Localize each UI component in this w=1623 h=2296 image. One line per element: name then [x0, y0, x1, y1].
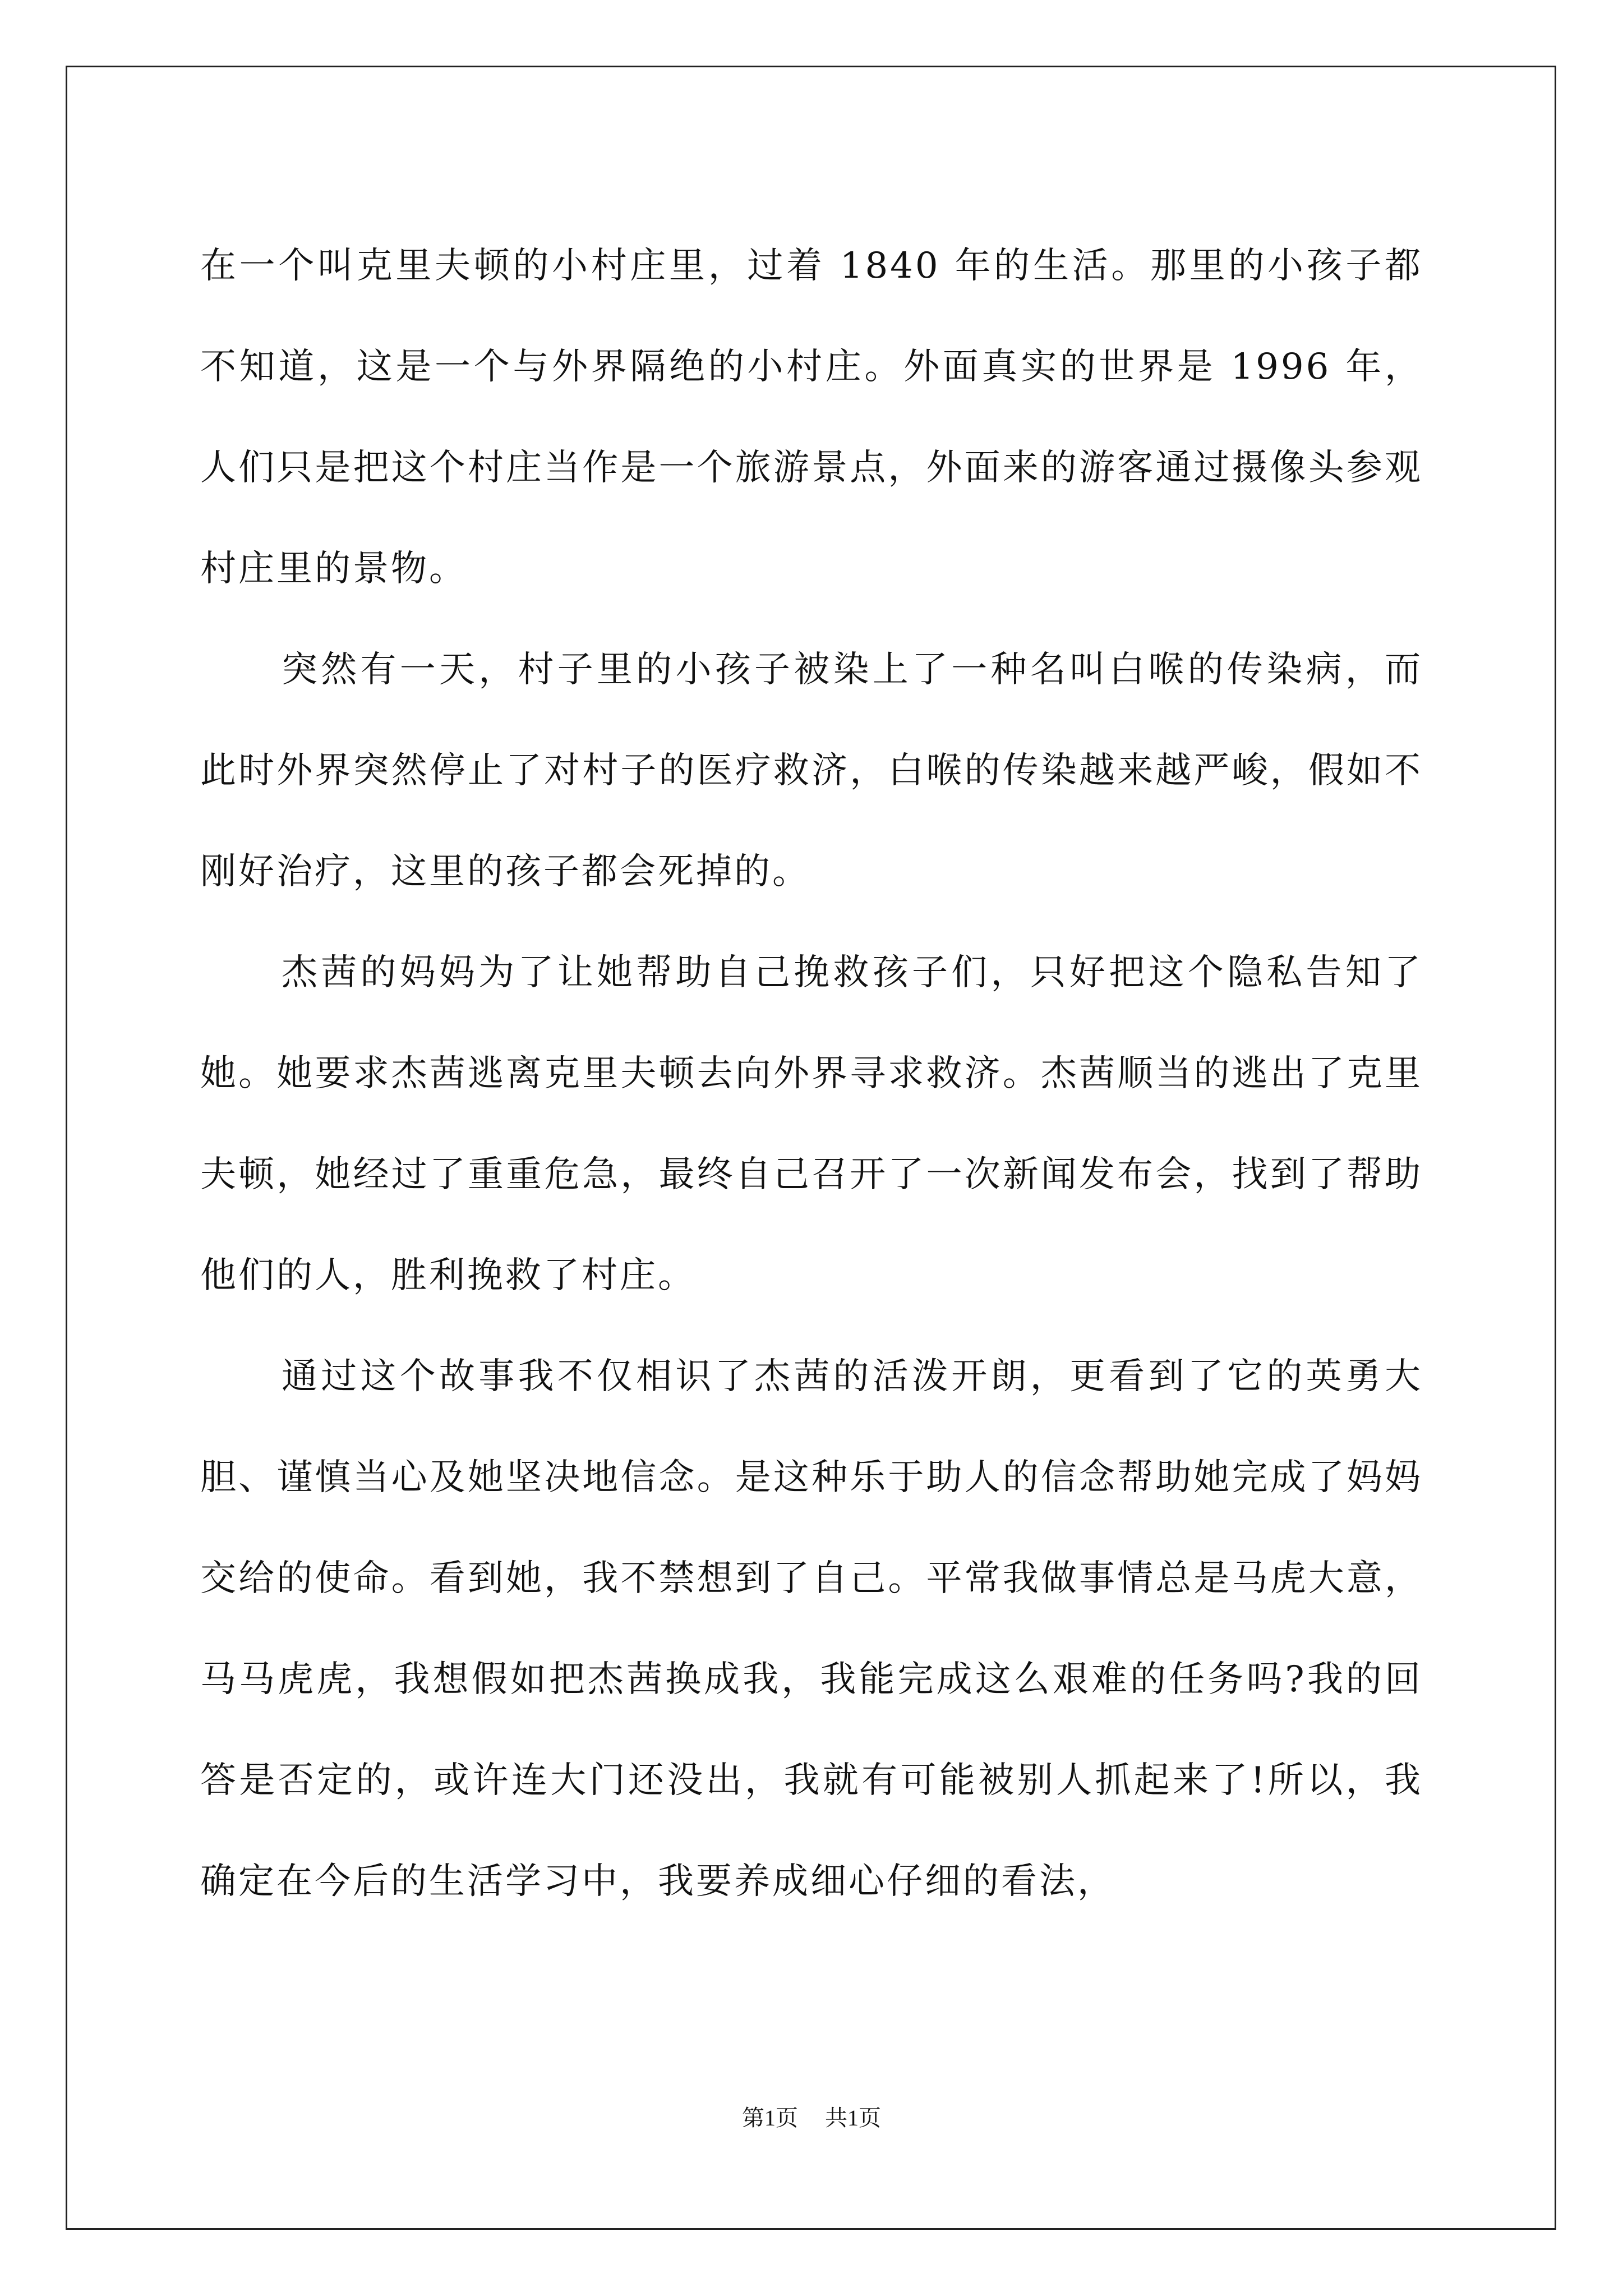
page-number: 第1页 — [742, 2105, 798, 2131]
page-footer — [0, 2101, 1623, 2135]
paragraph-2: 突然有一天，村子里的小孩子被染上了一种名叫白喉的传染病，而此时外界突然停止了对村子的医疗救济，白喉的传染越来越严峻，假如不刚好治疗，这里的孩子都会死掉的。 — [200, 649, 1423, 892]
page-total: 共1页 — [825, 2105, 881, 2131]
paragraph-1: 在一个叫克里夫顿的小村庄里，过着 1840 年的生活。那里的小孩子都不知道，这是一个与外界隔绝的小村庄。外面真实的世界是 1996 年，人们只是把这个村庄当作是一个旅游景点，外面来的游客通过摄像头参观村庄里的景物。 — [200, 245, 1423, 590]
paragraph-3: 杰茜的妈妈为了让她帮助自己挽救孩子们，只好把这个隐私告知了她。她要求杰茜逃离克里夫顿去向外界寻求救济。杰茜顺当的逃出了克里夫顿，她经过了重重危急，最终自己召开了一次新闻发布会，找到了帮助他们的人，胜利挽救了村庄。 — [200, 952, 1423, 1296]
paragraph-4: 通过这个故事我不仅相识了杰茜的活泼开朗，更看到了它的英勇大胆、谨慎当心及她坚决地信念。是这种乐于助人的信念帮助她完成了妈妈交给的使命。看到她，我不禁想到了自己。平常我做事情总是马虎大意，马马虎虎，我想假如把杰茜换成我，我能完成这么艰难的任务吗?我的回答是否定的，或许连大门还没出，我就有可能被别人抓起来了!所以，我确定在今后的生活学习中，我要养成细心仔细的看法， — [200, 1356, 1423, 1902]
document-body — [200, 215, 1423, 1932]
